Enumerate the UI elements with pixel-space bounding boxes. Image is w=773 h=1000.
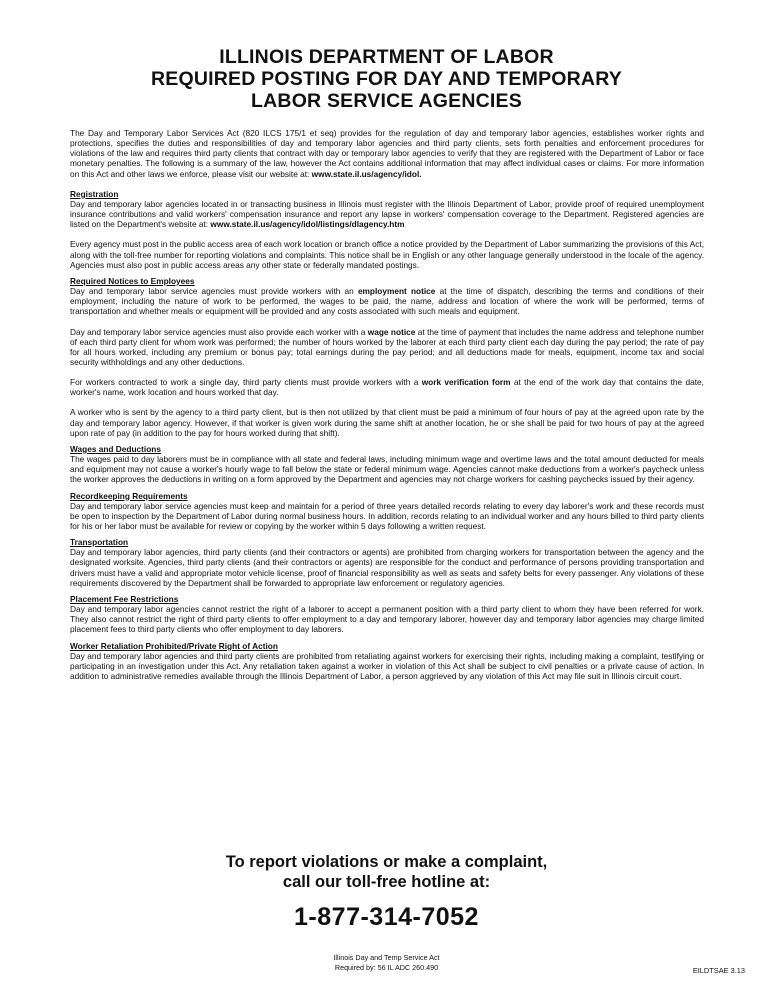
callout-line-2: call our toll-free hotline at: bbox=[282, 873, 491, 891]
transportation-paragraph: Day and temporary labor agencies, third party clients (and their contractors or agents) are prohibited from charging workers for transportation between the agency and the designated worksite. Agencies, third party clients (and their contractors or agents) are responsible for the conduct and performance of persons providing transportation and drivers must have a valid and appropriate motor vehicle license, proof of financial responsibility as well as seats and safety belts for every passenger. Any violations of these requirements discovered by the Department shall be forwarded to appropriate law enforcement or regulatory agencies. bbox=[70, 547, 704, 588]
hotline-phone-number[interactable]: 1-877-314-7052 bbox=[294, 903, 479, 931]
placement-paragraph: Day and temporary labor agencies cannot restrict the right of a laborer to accept a permanent position with a third party client to whom they have been referred for work. They also cannot restrict the right of third party clients to offer employment to a day and temporary laborer, however day and temporary labor agencies may charge limited placement fees to third party clients who offer employment to day laborers. bbox=[70, 604, 704, 635]
footer-citation bbox=[0, 953, 773, 972]
intro-paragraph bbox=[70, 128, 704, 179]
poster-title bbox=[0, 46, 773, 112]
notices-paragraph-3 bbox=[70, 377, 704, 397]
intro-text: The Day and Temporary Labor Services Act (820 ILCS 175/1 et seq) provides for the regulation of day and temporary labor agencies, establishes worker rights and protections, specifies the duties and responsibilities of day and temporary labor agencies and third party clients, sets forth penalties and enforcement procedures for violations of the law and requires third party clients that contract with day or temporary labor agencies to verify that they are registered with the Department of Labor or face monetary penalties. The following is a summary of the law, however the Act contains additional information that may affect individual cases or claims. For more information on this Act and other laws we enforce, please visit our website at: bbox=[70, 128, 704, 179]
title-line-1: ILLINOIS DEPARTMENT OF LABOR bbox=[219, 46, 554, 68]
employment-notice-term: employment notice bbox=[357, 286, 436, 297]
poster-body bbox=[70, 128, 704, 681]
notices-p2-text-cont: at the time of payment that includes the name address and telephone number of each third party client for whom work was performed; the number of hours worked by the laborer at each third party client each day during the pay period; the rate of pay for all hours worked, including any premium or bonus pay; total earnings during the pay period; and all deductions made for meals, equipment, income tax and social security withholdings and any other deductions. bbox=[70, 326, 704, 367]
notices-p1-text: Day and temporary labor service agencies must provide workers with an bbox=[70, 286, 354, 297]
registration-paragraph-1 bbox=[70, 199, 704, 229]
notices-paragraph-4: A worker who is sent by the agency to a third party client, but is then not utilized by that client must be paid a minimum of four hours of pay at the agreed upon rate by the day and temporary labor agency. However, if that worker is given work during the same shift at another location, he or she shall be paid for two hours of pay at the agreed upon rate of pay (in addition to the pay for hours worked during that shift). bbox=[70, 407, 704, 438]
recordkeeping-heading: Recordkeeping Requirements bbox=[70, 490, 188, 501]
notices-p2-text: Day and temporary labor service agencies must also provide each worker with a bbox=[70, 326, 366, 337]
intro-website-link[interactable]: www.state.il.us/agency/idol. bbox=[311, 168, 422, 179]
placement-heading: Placement Fee Restrictions bbox=[70, 593, 179, 604]
wage-notice-term: wage notice bbox=[367, 326, 416, 337]
retaliation-paragraph: Day and temporary labor agencies and third party clients are prohibited from retaliating against workers for exercising their rights, including making a complaint, testifying or participating in an investigation under this Act. Any retaliation taken against a worker in violation of this Act shall be subject to civil penalties or a private cause of action. In addition to administrative remedies available through the Illinois Department of Labor, a person aggrieved by any violation of this Act may file suit in Illinois circuit court. bbox=[70, 650, 704, 682]
registration-text: Day and temporary labor agencies located in or transacting business in Illinois must register with the Illinois Department of Labor, provide proof of required unemployment insurance contributions and valid workers' compensation insurance and report any lapse in workers' compensation coverage to the Department. Registered agencies are listed on the Department's website at: bbox=[70, 198, 704, 230]
work-verification-form-term: work verification form bbox=[421, 377, 511, 388]
notices-p1-text-cont: at the time of dispatch, describing the terms and conditions of their employment, including the nature of work to be performed, the wages to be paid, the name, address and location of where the work will be performed, terms of transportation and whether meals or equipment will be provided and any costs associated with such meals and equipment. bbox=[70, 286, 705, 317]
callout-line-1: To report violations or make a complaint, bbox=[225, 853, 548, 871]
notices-paragraph-2 bbox=[70, 327, 704, 368]
title-line-2: REQUIRED POSTING FOR DAY AND TEMPORARY bbox=[151, 68, 622, 90]
notices-heading: Required Notices to Employees bbox=[70, 275, 195, 286]
registration-heading: Registration bbox=[70, 188, 119, 199]
registration-paragraph-2: Every agency must post in the public access area of each work location or branch office a notice provided by the Department of Labor summarizing the provisions of this Act, along with the toll-free number for reporting violations and complaints. This notice shall be in English or any other language generally understood in the locale of the agency. Agencies must also post in public access areas any other state or federally mandated postings. bbox=[70, 239, 704, 270]
retaliation-heading: Worker Retaliation Prohibited/Private Right of Action bbox=[70, 640, 278, 651]
notices-p3-text: For workers contracted to work a single day, third party clients must provide workers with a bbox=[70, 377, 419, 388]
transportation-heading: Transportation bbox=[70, 537, 129, 548]
agency-listings-link[interactable]: www.state.il.us/agency/idol/listings/dlagency.htm bbox=[210, 219, 405, 230]
title-line-3: LABOR SERVICE AGENCIES bbox=[251, 90, 522, 112]
notices-paragraph-1 bbox=[70, 286, 704, 316]
notices-p3-text-cont: at the end of the work day that contains the date, worker's name, work location and hours worked that day. bbox=[70, 377, 704, 398]
footer-line-2: Required by: 56 IL ADC 260.490 bbox=[334, 962, 439, 972]
complaint-callout bbox=[0, 852, 773, 892]
form-code: EILDTSAE 3.13 bbox=[692, 966, 745, 975]
wages-paragraph: The wages paid to day laborers must be in compliance with all state and federal laws, including minimum wage and overtime laws and the total amount deducted for meals and equipment may not cause a worker's hourly wage to fall below the state or federal minimum wage. Agencies cannot make deductions from a worker's paycheck unless the worker approves the deductions in writing on a form approved by the Department and agencies may not charge workers for cashing paychecks issued by their agency. bbox=[70, 454, 704, 485]
wages-heading: Wages and Deductions bbox=[70, 443, 161, 454]
recordkeeping-paragraph: Day and temporary labor service agencies must keep and maintain for a period of three years detailed records relating to every day laborer's work and these records must be open to inspection by the Department of Labor during normal business hours. In addition, records relating to an individual worker and any hours billed to third party clients for his or her labor must be available for review or copying by the worker within 5 days following a written request. bbox=[70, 500, 704, 531]
footer-line-1: Illinois Day and Temp Service Act bbox=[333, 953, 440, 962]
